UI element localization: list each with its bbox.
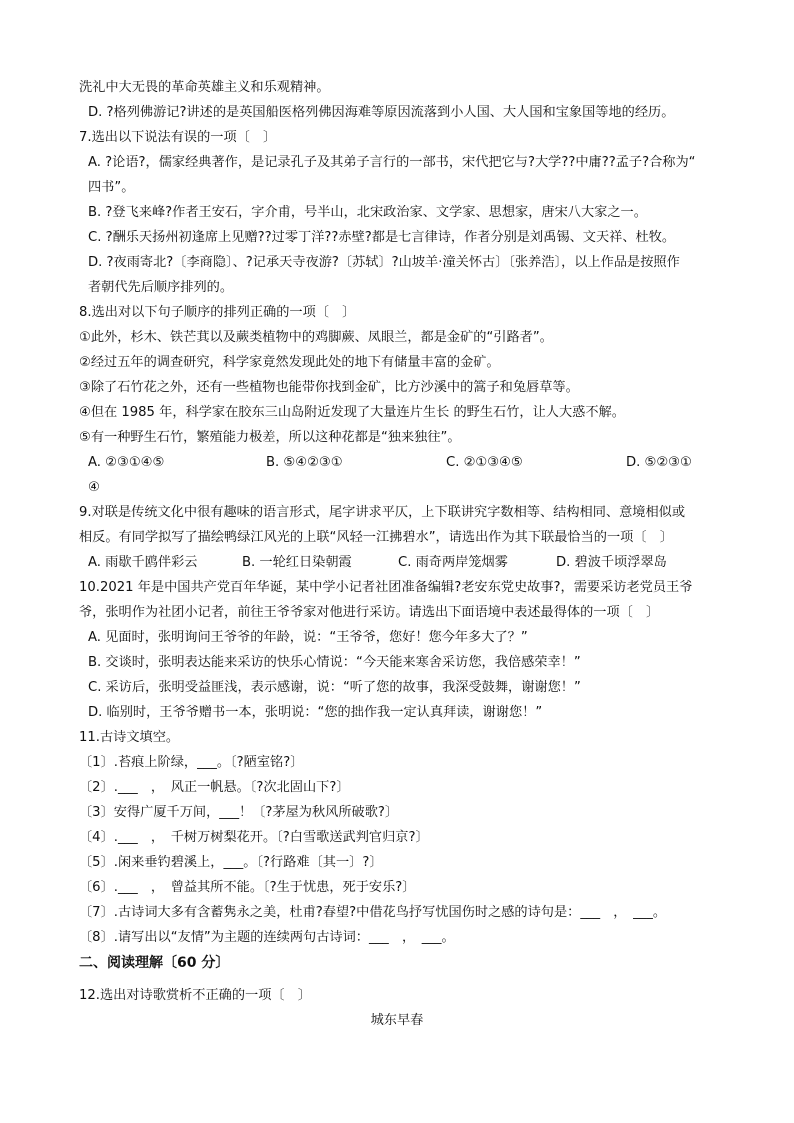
fill-item-2: 〔2〕.___ ， 风正一帆悬。〔?次北固山下?〕 [79,780,350,795]
fill-item-3: 〔3〕安得广厦千万间，___！〔?茅屋为秋风所破歌?〕 [79,805,399,820]
fill-item-1: 〔1〕.苔痕上阶绿，___。〔?陋室铭?〕 [79,755,304,770]
option-a-cont: 四书”。 [88,180,135,195]
fill-item-5: 〔5〕.闲来垂钓碧溪上，___。〔?行路难〔其一〕?〕 [79,855,383,870]
question-11: 11.古诗文填空。 [79,730,180,745]
option-a: A. ?论语?，儒家经典著作，是记录孔子及其弟子言行的一部书，宋代把它与?大学??中庸??孟子?合称为“ [88,155,696,170]
option-b: B. 交谈时，张明表达能来采访的快乐心情说：“今天能来寒舍采访您，我倍感荣幸！” [88,655,581,670]
question-12: 12.选出对诗歌赏析不正确的一项〔 〕 [79,988,311,1003]
fill-item-6: 〔6〕.___ ， 曾益其所不能。〔?生于忧患，死于安乐?〕 [79,880,416,895]
option-c: C. ?酬乐天扬州初逢席上见赠??过零丁洋??赤壁?都是七言律诗，作者分别是刘禹锡、文天祥、杜牧。 [88,230,676,245]
option-c: C. ②①③④⑤ [446,455,523,470]
sentence-4: ④但在 1985 年，科学家在胶东三山岛附近发现了大量连片生长 的野生石竹，让人大惑不解。 [79,405,625,420]
fill-item-7: 〔7〕.古诗词大多有含蓄隽永之美，杜甫?春望?中借花鸟抒写忧国伤时之感的诗句是：___ ， ___。 [79,905,667,920]
option-c: C. 雨奇两岸笼烟雾 [398,555,508,570]
option-b: B. ⑤④②③① [266,455,343,470]
sentence-3: ③除了石竹花之外，还有一些植物也能带你找到金矿，比方沙溪中的篙子和兔唇草等。 [79,380,579,395]
option-d: D. ⑤②③① [626,455,692,470]
option-d: D. ?夜雨寄北?〔李商隐〕、?记承天寺夜游?〔苏轼〕?山坡羊·潼关怀古〕〔张养浩〕，以上作品是按照作 [88,255,680,270]
option-d-cont: 者朝代先后顺序排列的。 [88,280,234,295]
option-c: C. 采访后，张明受益匪浅，表示感谢，说：“听了您的故事，我深受鼓舞，谢谢您！” [88,680,581,695]
section-heading: 二、阅读理解〔60 分〕 [79,955,230,971]
option-a: A. 雨歇千鸥伴彩云 [88,555,198,570]
question-8: 8.选出对以下句子顺序的排列正确的一项〔 〕 [79,305,356,320]
question-7: 7.选出以下说法有误的一项〔 〕 [79,130,277,145]
fill-item-4: 〔4〕.___ ， 千树万树梨花开。〔?白雪歌送武判官归京?〕 [79,830,429,845]
question-10: 10.2021 年是中国共产党百年华诞，某中学小记者社团准备编辑?老安东党史故事?，需要采访老党员王爷 [79,580,693,595]
question-9: 9.对联是传统文化中很有趣味的语言形式，尾字讲求平仄，上下联讲究字数相等、结构相同、意境相似或 [79,505,686,520]
option-d-cont: ④ [88,480,100,495]
fill-item-8: 〔8〕.请写出以“友情”为主题的连续两句古诗词：___ ， ___。 [79,930,455,945]
poem-title: 城东早春 [370,1013,424,1028]
option-d: D. 临别时，王爷爷赠书一本，张明说：“您的拙作我一定认真拜读，谢谢您！” [88,705,543,720]
question-10-cont: 爷，张明作为社团小记者，前往王爷爷家对他进行采访。请选出下面语境中表述最得体的一项〔 〕 [79,605,660,620]
text-line: 洗礼中大无畏的革命英雄主义和乐观精神。 [79,80,330,95]
option-a: A. 见面时，张明询问王爷爷的年龄，说：“王爷爷，您好！您今年多大了？” [88,630,528,645]
option-a: A. ②③①④⑤ [88,455,165,470]
sentence-2: ②经过五年的调查研究，科学家竟然发现此处的地下有储量丰富的金矿。 [79,355,500,370]
option-d: D. ?格列佛游记?讲述的是英国船医格列佛因海难等原因流落到小人国、大人国和宝象国等地的经历。 [88,105,675,120]
sentence-1: ①此外，杉木、铁芒萁以及蕨类植物中的鸡脚蕨、凤眼兰，都是金矿的“引路者”。 [79,330,553,345]
question-9-cont: 相反。有同学拟写了描绘鸭绿江风光的上联“风轻一江拂碧水”，请选出作为其下联最恰当的一项〔 〕 [79,530,673,545]
option-b: B. 一轮红日染朝霞 [242,555,352,570]
option-d: D. 碧波千顷浮翠岛 [556,555,667,570]
option-b: B. ?登飞来峰?作者王安石，字介甫，号半山，北宋政治家、文学家、思想家，唐宋八大家之一。 [88,205,647,220]
sentence-5: ⑤有一种野生石竹，繁殖能力极差，所以这种花都是“独来独往”。 [79,430,461,445]
